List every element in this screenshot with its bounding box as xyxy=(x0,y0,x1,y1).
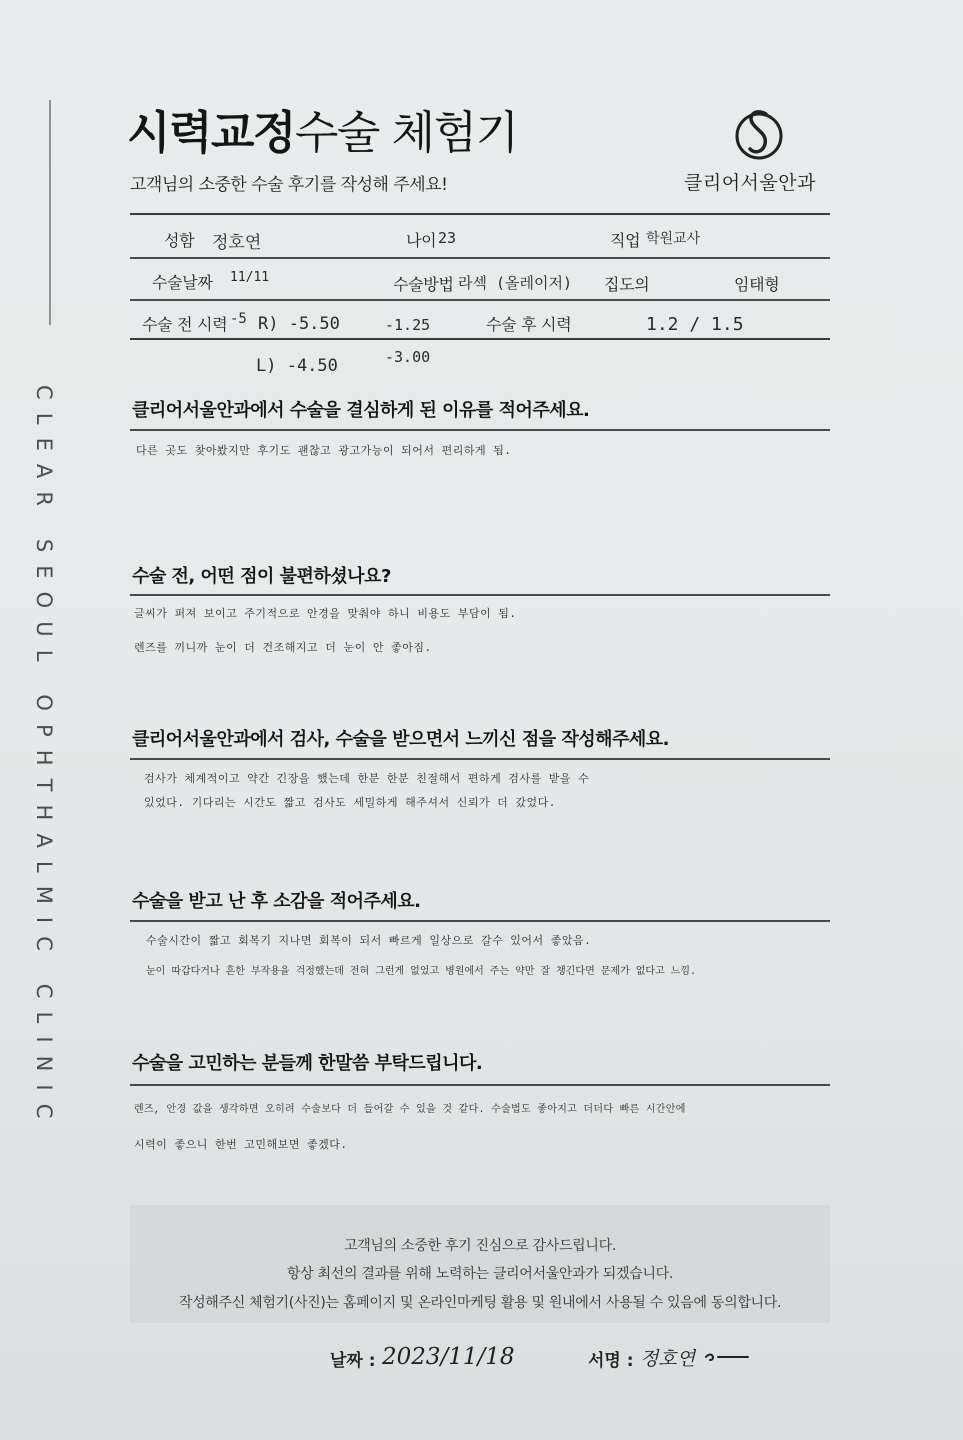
name-label: 성함 xyxy=(164,231,195,250)
question-1-rule xyxy=(130,429,830,431)
pre-vision-right-2: -1.25 xyxy=(385,316,431,334)
signature-label: 서명 : xyxy=(588,1351,634,1371)
method-value: 라섹 (올레이저) xyxy=(458,274,573,292)
date-label: 수술날짜 xyxy=(152,273,213,292)
job-value: 학원교사 xyxy=(646,231,701,247)
info-bottom-rule xyxy=(130,338,830,340)
question-2-answer-line-1: 글씨가 퍼져 보이고 주기적으로 안경을 맞춰야 하니 비용도 부담이 됨. xyxy=(134,609,517,621)
age-label: 나이 xyxy=(406,231,437,250)
survey-sheet: CLEAR SEOUL OPHTHALMIC CLINIC 시력교정수술 체험기 고객님의 소중한 수술 후기를 작성해 주세요! 클리어서울안과 성함 정호연 나이 23 직업 학원교사 수술날짜 11/11 수술방법 라섹 (올레이저) 집도의 임태형 수술 전 시력 -5 R) -5.50 -1.25 수술 후 시력 1.2 / 1.5 L) -4.50 -3.00 클리어서울안과에서 수술을 결심하게 된 이유를 적어주세요. 다른 곳도 찾아봤지만 후기도 괜찮고 광고가능이 되어서 편리하게 됨. 수술 전, 어떤 점이 불편하셨나요? 글씨가 퍼져 보이고 주기적으로 안경을 맞춰야 하니 비용도 부담이 됨. 렌즈를 끼니까 눈이 더 건조해지고 더 눈이 안 좋아짐. 클리어서울안과에서 검사, 수술을 받으면서 느끼신 점을 작성해주세요. 검사가 체계적이고 약간 긴장을 했는데 한분 한분 친절해서 편하게 검사를 받을 수 있었다. 기다리는 시간도 짧고 검사도 세밀하게 해주셔서 신뢰가 더 갔었다. 수술을 받고 난 후 소감을 적어주세요. 수술시간이 짧고 회복기 지나면 회복이 되서 빠르게 일상으로 갈수 있어서 좋았음. 눈이 따갑다거나 흔한 부작용을 걱정했는데 전혀 그런게 없었고 병원에서 주는 약만 잘 챙긴다면 문제가 없다고 느낌. 수술을 고민하는 분들께 한말씀 부탁드립니다. 렌즈, 안경 값을 생각하면 오히려 수술보다 더 들어갈 수 있을 것 같다. 수술법도 좋아지고 더더다 빠른 시간안에 시력이 좋으니 한번 고민해보면 좋겠다. 고객님의 소중한 후기 진심으로 감사드립니다. 항상 최선의 결과를 위해 노력하는 클리어서울안과가 되겠습니다. 작성해주신 체험기(사진)는 홈페이지 및 온라인마케팅 활용 및 원내에서 사용될 수 있음에 동의합니다. 날짜 : 2023/11/18 서명 : 정호연 xyxy=(0,0,963,1440)
question-4-answer-line-1: 수술시간이 짧고 회복기 지나면 회복이 되서 빠르게 일상으로 갈수 있어서 좋았음. xyxy=(146,936,592,948)
name-value: 정호연 xyxy=(212,233,262,253)
question-2-answer-line-2: 렌즈를 끼니까 눈이 더 건조해지고 더 눈이 안 좋아짐. xyxy=(134,643,432,655)
question-3-answer-line-2: 있었다. 기다리는 시간도 짧고 검사도 세밀하게 해주셔서 신뢰가 더 갔었다. xyxy=(144,798,556,810)
doctor-value: 임태형 xyxy=(734,275,780,294)
question-2-title: 수술 전, 어떤 점이 불편하셨나요? xyxy=(132,566,391,587)
row-divider-2 xyxy=(130,299,830,301)
pre-vision-left: L) -4.50 xyxy=(256,356,338,376)
question-5-answer-line-2: 시력이 좋으니 한번 고민해보면 좋겠다. xyxy=(134,1140,348,1152)
row-divider-1 xyxy=(130,257,830,259)
date-value: 11/11 xyxy=(230,270,270,285)
question-3-rule xyxy=(130,758,830,760)
clear-seoul-logo-icon xyxy=(733,104,785,162)
footer-notice xyxy=(130,1205,830,1323)
page-subtitle: 고객님의 소중한 수술 후기를 작성해 주세요! xyxy=(130,175,448,195)
footer-line-1: 고객님의 소중한 후기 진심으로 감사드립니다. xyxy=(343,1238,616,1254)
question-5-rule xyxy=(130,1084,830,1086)
top-rule xyxy=(130,213,830,215)
question-2-rule xyxy=(130,594,830,596)
title-rest: 수술 체험기 xyxy=(294,106,518,159)
side-divider-line xyxy=(49,100,51,325)
question-5-title: 수술을 고민하는 분들께 한말씀 부탁드립니다. xyxy=(132,1053,483,1074)
pre-vision-label: 수술 전 시력 xyxy=(142,315,228,334)
job-label: 직업 xyxy=(610,231,641,250)
post-vision-value: 1.2 / 1.5 xyxy=(646,314,744,335)
age-value: 23 xyxy=(438,229,457,247)
question-3-title: 클리어서울안과에서 검사, 수술을 받으면서 느끼신 점을 작성해주세요. xyxy=(132,729,670,750)
question-4-answer-line-2: 눈이 따갑다거나 흔한 부작용을 걱정했는데 전혀 그런게 없었고 병원에서 주는 약만 잘 챙긴다면 문제가 없다고 느낌. xyxy=(146,967,697,978)
pre-vision-prefix: -5 xyxy=(230,311,247,327)
footer-line-2: 항상 최선의 결과를 위해 노력하는 클리어서울안과가 되겠습니다. xyxy=(286,1266,674,1282)
question-1-title: 클리어서울안과에서 수술을 결심하게 된 이유를 적어주세요. xyxy=(132,400,590,421)
pre-vision-left-2: -3.00 xyxy=(385,348,431,366)
date-signed-value: 2023/11/18 xyxy=(382,1344,515,1370)
logo-text: 클리어서울안과 xyxy=(684,172,816,194)
title-bold: 시력교정 xyxy=(127,106,295,159)
question-1-answer-line-1: 다른 곳도 찾아봤지만 후기도 괜찮고 광고가능이 되어서 편리하게 됨. xyxy=(136,446,512,458)
question-4-title: 수술을 받고 난 후 소감을 적어주세요. xyxy=(132,891,421,912)
method-label: 수술방법 xyxy=(393,275,454,294)
pre-vision-right: R) -5.50 xyxy=(258,314,340,334)
question-3-answer-line-1: 검사가 체계적이고 약간 긴장을 했는데 한분 한분 친절해서 편하게 검사를 받을 수 xyxy=(144,774,590,786)
signature-stroke-icon xyxy=(704,1348,750,1364)
question-5-answer-line-1: 렌즈, 안경 값을 생각하면 오히려 수술보다 더 들어갈 수 있을 것 같다. 수술법도 좋아지고 더더다 빠른 시간안에 xyxy=(134,1105,686,1116)
date-signed-label: 날짜 : xyxy=(330,1351,376,1371)
signature-value: 정호연 xyxy=(640,1348,696,1370)
post-vision-label: 수술 후 시력 xyxy=(486,315,572,334)
page-title xyxy=(127,96,518,161)
footer-line-3: 작성해주신 체험기(사진)는 홈페이지 및 온라인마케팅 활용 및 원내에서 사용될 수 있음에 동의합니다. xyxy=(178,1295,782,1311)
doctor-label: 집도의 xyxy=(604,275,650,294)
question-4-rule xyxy=(130,920,830,922)
